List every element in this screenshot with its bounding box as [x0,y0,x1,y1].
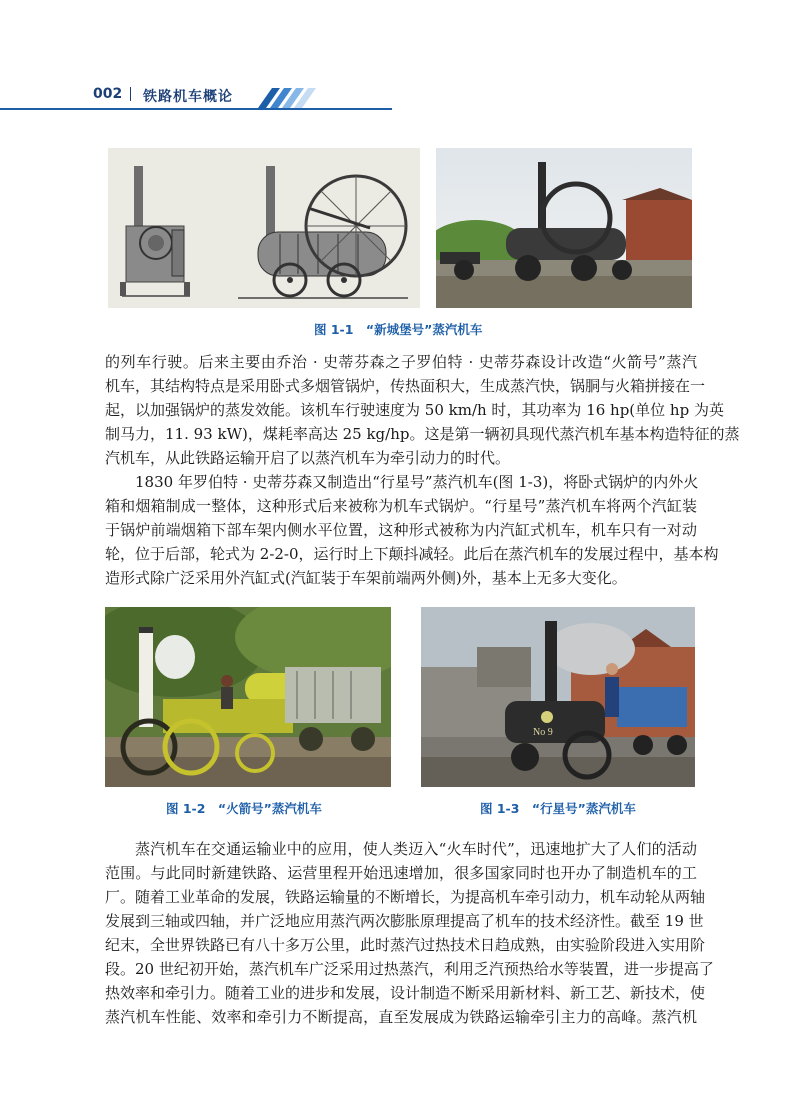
paragraph-1 [105,350,740,470]
loco-number-plate: No 9 [533,727,553,738]
header-divider [130,87,131,101]
paragraph-line: 起，以加强锅炉的蒸发效能。该机车行驶速度为 50 km/h 时，其功率为 16 hp(单位 hp 为英 [105,401,724,419]
paragraph-2 [105,470,719,590]
paragraph-line: 造形式除广泛采用外汽缸式(汽缸装于车架前端两外侧)外，基本上无多大变化。 [105,569,627,587]
paragraph-line: 热效率和牵引力。随着工业的进步和发展，设计制造不断采用新材料、新工艺、新技术，使 [105,984,706,1002]
header-rule [0,108,392,110]
paragraph-line: 汽机车，从此铁路运输开启了以蒸汽机车为牵引动力的时代。 [105,449,511,467]
figure-1-1-photo [436,148,692,308]
figure-1-3-caption: 图 1-3 “行星号”蒸汽机车 [480,801,636,816]
paragraph-line: 的列车行驶。后来主要由乔治 · 史蒂芬森之子罗伯特 · 史蒂芬森设计改造“火箭号”蒸汽 [105,353,697,371]
book-title: 铁路机车概论 [143,89,233,105]
paragraph-line: 厂。随着工业革命的发展，铁路运输量的不断增长，为提高机车牵引动力，机车动轮从两轴 [105,888,706,906]
paragraph-line: 机车，其结构特点是采用卧式多烟管锅炉，传热面积大，生成蒸汽快，锅胴与火箱拼接在一 [105,377,706,395]
figure-1-3-photo [421,607,695,787]
figure-1-1-caption: 图 1-1 “新城堡号”蒸汽机车 [314,322,483,337]
page-header [0,82,800,112]
figure-1-2-photo [105,607,391,787]
paragraph-line: 于锅炉前端烟箱下部车架内侧水平位置，这种形式被称为内汽缸式机车，机车只有一对动 [105,521,697,539]
figure-1-1-engraving [108,148,420,308]
figure-1-2-caption: 图 1-2 “火箭号”蒸汽机车 [166,801,322,816]
paragraph-line: 1830 年罗伯特 · 史蒂芬森又制造出“行星号”蒸汽机车(图 1-3)，将卧式锅炉的内外火 [135,473,699,491]
paragraph-line: 纪末，全世界铁路已有八十多万公里，此时蒸汽过热技术日趋成熟，由实验阶段进入实用阶 [105,936,706,954]
paragraph-line: 制马力，11. 93 kW)，煤耗率高达 25 kg/hp。这是第一辆初具现代蒸汽机车基本构造特征的蒸 [105,425,740,443]
paragraph-line: 范围。与此同时新建铁路、运营里程开始迅速增加，很多国家同时也开办了制造机车的工 [105,864,697,882]
paragraph-line: 箱和烟箱制成一整体，这种形式后来被称为机车式锅炉。“行星号”蒸汽机车将两个汽缸装 [105,497,697,515]
paragraph-line: 蒸汽机车性能、效率和牵引力不断提高，直至发展成为铁路运输牵引主力的高峰。蒸汽机 [105,1008,697,1026]
paragraph-line: 轮，位于后部，轮式为 2-2-0，运行时上下颠抖减轻。此后在蒸汽机车的发展过程中，基本构 [105,545,719,563]
paragraph-line: 发展到三轴或四轴，并广泛地应用蒸汽两次膨胀原理提高了机车的技术经济性。截至 19 世 [105,912,704,930]
paragraph-3 [105,837,714,1029]
header-stripes-decoration [246,88,316,108]
paragraph-line: 段。20 世纪初开始，蒸汽机车广泛采用过热蒸汽，利用乏汽预热给水等装置，进一步提高了 [105,960,714,978]
paragraph-line: 蒸汽机车在交通运输业中的应用，使人类迈入“火车时代”，迅速地扩大了人们的活动 [135,840,697,858]
page-number: 002 [93,86,123,102]
